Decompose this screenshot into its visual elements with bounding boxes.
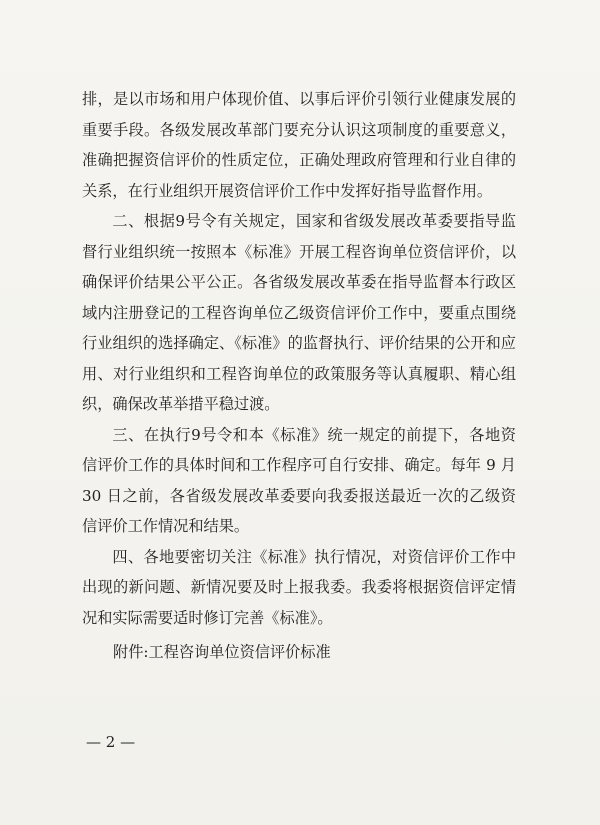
page-number: — 2 — (86, 733, 136, 751)
paragraph-item-4: 四、各地要密切关注《标准》执行情况，对资信评价工作中出现的新问题、新情况要及时上报我委。我委将根据资信评定情况和实际需要适时修订完善《标准》。 (82, 547, 516, 627)
document-body (82, 84, 516, 633)
paragraph-item-3: 三、在执行9号令和本《标准》统一规定的前提下，各地资信评价工作的具体时间和工作程序可自行安排、确定。每年 9 月 30 日之前，各省级发展改革委要向我委报送最近一次的乙级资信评价工作情况和结果。 (82, 425, 516, 535)
paragraph-item-2: 二、根据9号令有关规定，国家和省级发展改革委要指导监督行业组织统一按照本《标准》开展工程咨询单位资信评价，以确保评价结果公平公正。各省级发展改革委在指导监督本行政区域内注册登记的工程咨询单位乙级资信评价工作中，要重点围绕行业组织的选择确定、《标准》的监督执行、评价结果的公开和应用、对行业组织和工程咨询单位的政策服务等认真履职、精心组织，确保改革举措平稳过渡。 (82, 212, 516, 413)
attachment-line: 附件:工程咨询单位资信评价标准 (113, 643, 331, 661)
paragraph-continuation: 排，是以市场和用户体现价值、以事后评价引领行业健康发展的重要手段。各级发展改革部门要充分认识这项制度的重要意义，准确把握资信评价的性质定位，正确处理政府管理和行业自律的关系，在行业组织开展资信评价工作中发挥好指导监督作用。 (82, 90, 516, 200)
